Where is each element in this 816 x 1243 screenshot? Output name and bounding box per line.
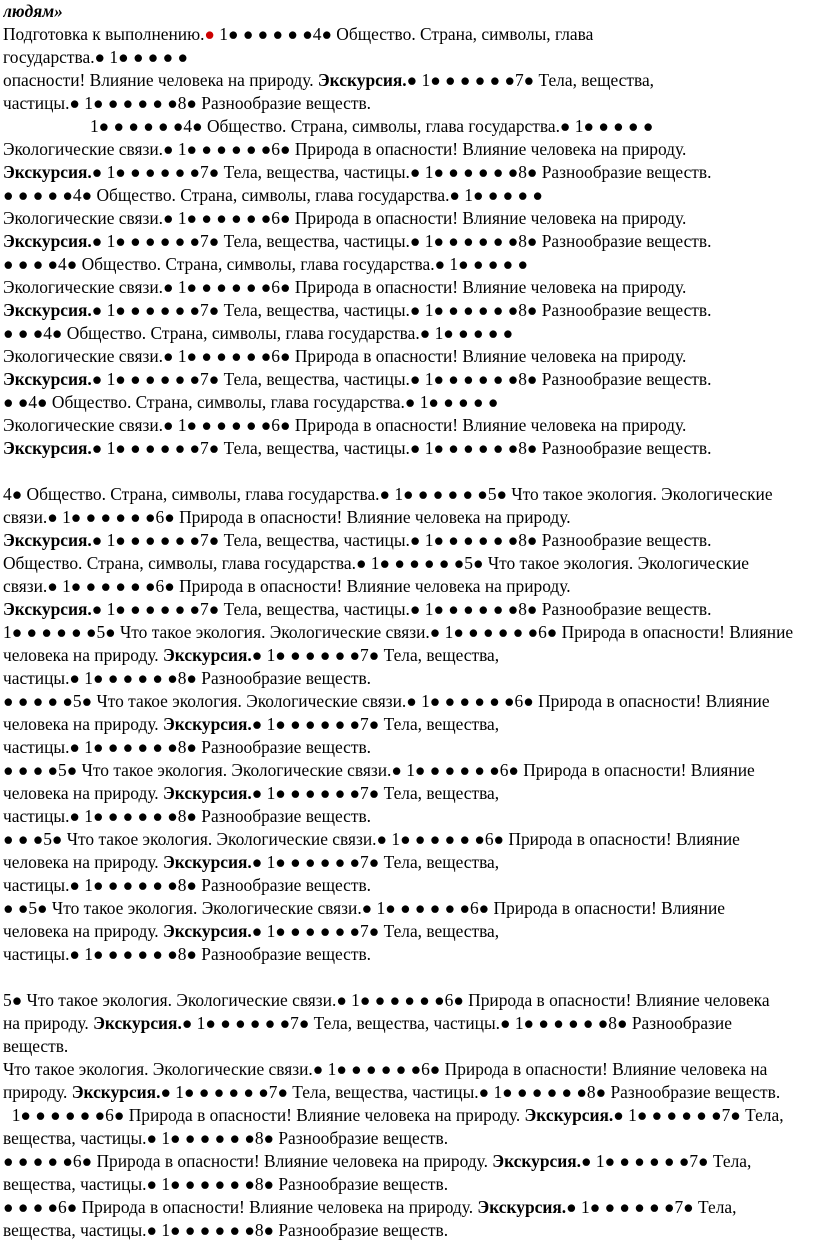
document-body: [3, 23, 812, 1242]
line-text: опасности! Влияние человека на природу.: [3, 70, 318, 90]
line-text: вещества, частицы.● 1● ● ● ● ● ●8● Разнообразие веществ.: [3, 1128, 449, 1148]
excursion-label: Экскурсия.: [317, 70, 407, 90]
line-text: природу.: [3, 1082, 72, 1102]
text-line: [3, 1127, 812, 1150]
line-text: 1● ● ● ● ● ●5● Что такое экология. Экологические связи.● 1● ● ● ● ● ●6● Природа в опасности! Влияние: [3, 622, 794, 642]
text-line: [3, 1081, 812, 1104]
line-text: ● 1● ● ● ● ● ●7● Тела,: [613, 1105, 784, 1125]
text-line: [3, 1012, 812, 1035]
line-text: ● ● ● ●5● Что такое экология. Экологические связи.● 1● ● ● ● ● ●6● Природа в опасности! Влияние: [3, 760, 755, 780]
excursion-label: Экскурсия.: [3, 369, 92, 389]
text-line: [3, 1173, 812, 1196]
excursion-label: Экскурсия.: [163, 852, 252, 872]
line-text: ● ● ● ●6● Природа в опасности! Влияние человека на природу.: [3, 1197, 478, 1217]
excursion-label: Экскурсия.: [3, 162, 92, 182]
excursion-label: Экскурсия.: [3, 438, 92, 458]
line-text: частицы.● 1● ● ● ● ● ●8● Разнообразие веществ.: [3, 806, 371, 826]
line-text: ● ● ●5● Что такое экология. Экологические связи.● 1● ● ● ● ● ●6● Природа в опасности! Влияние: [3, 829, 740, 849]
line-text: 1● ● ● ● ● ●4● Общество. Страна, символы, глава государства.● 1● ● ● ● ●: [3, 116, 654, 136]
text-line: [3, 184, 812, 207]
excursion-label: Экскурсия.: [3, 530, 92, 550]
text-line: [3, 575, 812, 598]
text-line: [3, 1196, 812, 1219]
text-line: [3, 759, 812, 782]
line-text: человека на природу.: [3, 714, 163, 734]
excursion-label: Экскурсия.: [3, 231, 92, 251]
line-text: частицы.● 1● ● ● ● ● ●8● Разнообразие веществ.: [3, 875, 371, 895]
line-text: ● 1● ● ● ● ● ●7● Тела, вещества, частицы.● 1● ● ● ● ● ●8● Разнообразие веществ.: [91, 438, 712, 458]
excursion-label: Экскурсия.: [3, 599, 92, 619]
line-text: Экологические связи.● 1● ● ● ● ● ●6● Природа в опасности! Влияние человека на природу.: [3, 139, 687, 159]
line-text: ● 1● ● ● ● ● ●7● Тела, вещества, частицы.● 1● ● ● ● ● ●8● Разнообразие веществ.: [91, 162, 712, 182]
excursion-label: Экскурсия.: [163, 714, 252, 734]
text-line: [3, 598, 812, 621]
text-line: [3, 1104, 812, 1127]
red-bullet: ●: [204, 24, 215, 44]
text-line: [3, 667, 812, 690]
excursion-label: Экскурсия.: [3, 300, 92, 320]
line-text: Экологические связи.● 1● ● ● ● ● ●6● Природа в опасности! Влияние человека на природу.: [3, 346, 687, 366]
text-line: [3, 1150, 812, 1173]
line-text: ● 1● ● ● ● ● ●7● Тела,: [566, 1197, 737, 1217]
line-text: ● ● ● ● ●6● Природа в опасности! Влияние человека на природу.: [3, 1151, 493, 1171]
excursion-label: Экскурсия.: [93, 1013, 182, 1033]
line-text: связи.● 1● ● ● ● ● ●6● Природа в опасности! Влияние человека на природу.: [3, 507, 571, 527]
line-text: ● 1● ● ● ● ● ●7● Тела, вещества, частицы.● 1● ● ● ● ● ●8● Разнообразие веществ.: [91, 530, 712, 550]
text-line: [3, 345, 812, 368]
blank-line: [3, 966, 812, 989]
line-text: 1● ● ● ● ● ●4● Общество. Страна, символы, глава: [214, 24, 594, 44]
text-line: [3, 506, 812, 529]
line-text: Общество. Страна, символы, глава государства.● 1● ● ● ● ● ●5● Что такое экология. Экологические: [3, 553, 750, 573]
text-line: [3, 805, 812, 828]
text-line: [3, 874, 812, 897]
text-line: [3, 644, 812, 667]
text-line: [3, 138, 812, 161]
line-text: государства.● 1● ● ● ● ●: [3, 47, 189, 67]
line-text: человека на природу.: [3, 921, 163, 941]
line-text: ● 1● ● ● ● ● ●7● Тела, вещества,: [406, 70, 655, 90]
text-line: [3, 299, 812, 322]
text-line: [3, 437, 812, 460]
blank-line: [3, 460, 812, 483]
line-text: ● 1● ● ● ● ● ●7● Тела, вещества, частицы.● 1● ● ● ● ● ●8● Разнообразие веществ.: [91, 300, 712, 320]
line-text: ● ●5● Что такое экология. Экологические связи.● 1● ● ● ● ● ●6● Природа в опасности! Влияние: [3, 898, 726, 918]
text-line: [3, 69, 812, 92]
text-line: [3, 1219, 812, 1242]
excursion-label: Экскурсия.: [71, 1082, 161, 1102]
text-line: [3, 920, 812, 943]
line-text: 4● Общество. Страна, символы, глава государства.● 1● ● ● ● ● ●5● Что такое экология. Экологические: [3, 484, 773, 504]
line-text: ● 1● ● ● ● ● ●7● Тела, вещества,: [251, 645, 500, 665]
text-line: [3, 897, 812, 920]
text-line: [3, 529, 812, 552]
line-text: ● 1● ● ● ● ● ●7● Тела,: [581, 1151, 752, 1171]
text-line: [3, 207, 812, 230]
line-text: частицы.● 1● ● ● ● ● ●8● Разнообразие веществ.: [3, 93, 371, 113]
line-text: ● 1● ● ● ● ● ●7● Тела, вещества,: [251, 783, 500, 803]
text-line: [3, 115, 812, 138]
line-text: ● ● ● ● ●4● Общество. Страна, символы, глава государства.● 1● ● ● ● ●: [3, 185, 543, 205]
text-line: [3, 276, 812, 299]
text-line: [3, 368, 812, 391]
text-line: [3, 161, 812, 184]
text-line: [3, 943, 812, 966]
line-text: Что такое экология. Экологические связи.● 1● ● ● ● ● ●6● Природа в опасности! Влияние человека на: [3, 1059, 768, 1079]
text-line: [3, 483, 812, 506]
excursion-label: Экскурсия.: [163, 783, 252, 803]
text-line: [3, 1035, 812, 1058]
line-text: Подготовка к выполнению.: [3, 24, 205, 44]
line-text: вещества, частицы.● 1● ● ● ● ● ●8● Разнообразие веществ.: [3, 1220, 449, 1240]
text-line: [3, 253, 812, 276]
text-line: [3, 414, 812, 437]
line-text: ● 1● ● ● ● ● ●7● Тела, вещества, частицы.● 1● ● ● ● ● ●8● Разнообразие веществ.: [91, 599, 712, 619]
line-text: ● 1● ● ● ● ● ●7● Тела, вещества, частицы.● 1● ● ● ● ● ●8● Разнообразие веществ.: [160, 1082, 781, 1102]
line-text: ● 1● ● ● ● ● ●7● Тела, вещества, частицы.● 1● ● ● ● ● ●8● Разнообразие веществ.: [91, 231, 712, 251]
text-line: [3, 46, 812, 69]
line-text: веществ.: [3, 1036, 69, 1056]
text-line: [3, 690, 812, 713]
line-text: человека на природу.: [3, 852, 163, 872]
text-line: [3, 851, 812, 874]
excursion-label: Экскурсия.: [477, 1197, 567, 1217]
line-text: вещества, частицы.● 1● ● ● ● ● ●8● Разнообразие веществ.: [3, 1174, 449, 1194]
excursion-label: Экскурсия.: [163, 645, 252, 665]
text-line: [3, 322, 812, 345]
line-text: ● 1● ● ● ● ● ●7● Тела, вещества, частицы.● 1● ● ● ● ● ●8● Разнообразие: [181, 1013, 732, 1033]
text-line: [3, 92, 812, 115]
line-text: 1● ● ● ● ● ●6● Природа в опасности! Влияние человека на природу.: [3, 1105, 525, 1125]
line-text: частицы.● 1● ● ● ● ● ●8● Разнообразие веществ.: [3, 737, 371, 757]
text-line: [3, 736, 812, 759]
text-line: [3, 989, 812, 1012]
line-text: человека на природу.: [3, 645, 163, 665]
line-text: ● 1● ● ● ● ● ●7● Тела, вещества,: [251, 921, 500, 941]
line-text: ● ● ●4● Общество. Страна, символы, глава государства.● 1● ● ● ● ●: [3, 323, 514, 343]
excursion-label: Экскурсия.: [163, 921, 252, 941]
line-text: ● ● ● ●4● Общество. Страна, символы, глава государства.● 1● ● ● ● ●: [3, 254, 529, 274]
text-line: [3, 621, 812, 644]
line-text: 5● Что такое экология. Экологические связи.● 1● ● ● ● ● ●6● Природа в опасности! Влияние человека: [3, 990, 770, 1010]
page-heading: людям»: [3, 1, 63, 21]
text-line: [3, 552, 812, 575]
line-text: Экологические связи.● 1● ● ● ● ● ●6● Природа в опасности! Влияние человека на природу.: [3, 277, 687, 297]
line-text: человека на природу.: [3, 783, 163, 803]
line-text: Экологические связи.● 1● ● ● ● ● ●6● Природа в опасности! Влияние человека на природу.: [3, 415, 687, 435]
line-text: частицы.● 1● ● ● ● ● ●8● Разнообразие веществ.: [3, 668, 371, 688]
text-line: [3, 1058, 812, 1081]
line-text: ● 1● ● ● ● ● ●7● Тела, вещества, частицы.● 1● ● ● ● ● ●8● Разнообразие веществ.: [91, 369, 712, 389]
text-line: [3, 713, 812, 736]
excursion-label: Экскурсия.: [492, 1151, 582, 1171]
line-text: ● 1● ● ● ● ● ●7● Тела, вещества,: [251, 714, 500, 734]
line-text: на природу.: [3, 1013, 94, 1033]
text-line: [3, 828, 812, 851]
line-text: ● 1● ● ● ● ● ●7● Тела, вещества,: [251, 852, 500, 872]
line-text: Экологические связи.● 1● ● ● ● ● ●6● Природа в опасности! Влияние человека на природу.: [3, 208, 687, 228]
line-text: связи.● 1● ● ● ● ● ●6● Природа в опасности! Влияние человека на природу.: [3, 576, 571, 596]
line-text: ● ●4● Общество. Страна, символы, глава государства.● 1● ● ● ● ●: [3, 392, 499, 412]
text-line: [3, 391, 812, 414]
text-line: [3, 230, 812, 253]
line-text: частицы.● 1● ● ● ● ● ●8● Разнообразие веществ.: [3, 944, 371, 964]
text-line: [3, 23, 812, 46]
excursion-label: Экскурсия.: [524, 1105, 614, 1125]
text-line: [3, 782, 812, 805]
line-text: ● ● ● ● ●5● Что такое экология. Экологические связи.● 1● ● ● ● ● ●6● Природа в опасности! Влияние: [3, 691, 770, 711]
